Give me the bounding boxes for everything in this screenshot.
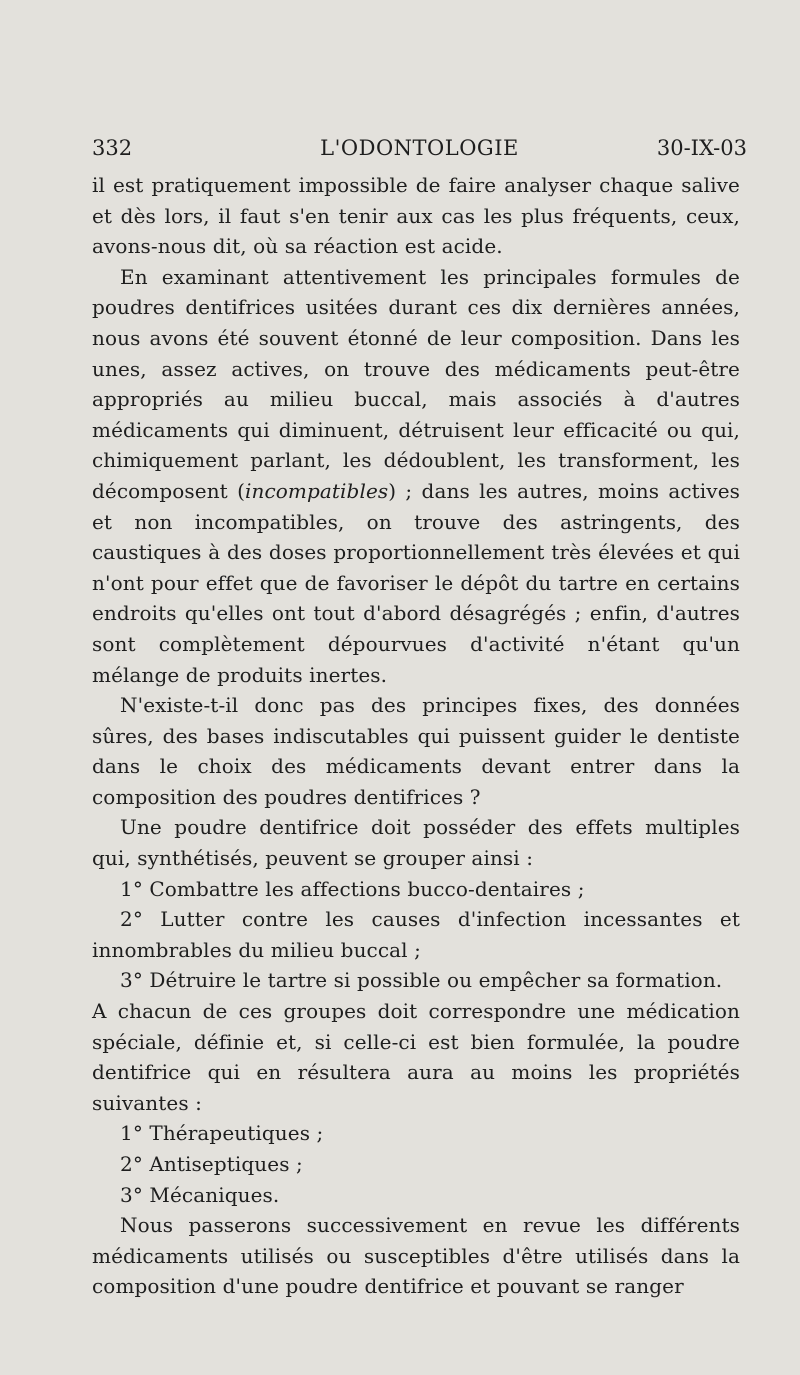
running-header	[92, 136, 747, 166]
body-text	[92, 170, 740, 1302]
paragraph-6: Nous passerons successivement en revue les différents médicaments utilisés ou susceptibles d'être utilisés dans la composition d'une poudre dentifrice et pouvant se ranger	[92, 1213, 740, 1299]
list-item: 2° Antiseptiques ;	[120, 1152, 303, 1176]
paragraph-4: Une poudre dentifrice doit posséder des effets multiples qui, synthétisés, peuvent se grouper ainsi :	[92, 815, 740, 871]
paragraph-3: N'existe-t-il donc pas des principes fixes, des données sûres, des bases indiscutables qui puissent guider le dentiste dans le choix des médicaments devant entrer dans la composition des poudres dentifrices ?	[92, 693, 740, 809]
list-item: 3° Détruire le tartre si possible ou empêcher sa formation.	[120, 968, 723, 993]
list-item: 2° Lutter contre les causes d'infection incessantes et innombrables du milieu buccal ;	[92, 907, 740, 962]
issue-date: 30-IX-03	[656, 136, 747, 160]
paragraph-5: A chacun de ces groupes doit correspondre une médication spéciale, définie et, si celle-ci est bien formulée, la poudre dentifrice qui en résultera aura au moins les propriétés suivantes :	[92, 999, 740, 1115]
list-item: 1° Combattre les affections bucco-dentaires ;	[120, 876, 585, 901]
italic-term: incompatibles	[245, 478, 389, 503]
paragraph-2	[92, 262, 740, 690]
list-item: 3° Mécaniques.	[120, 1182, 280, 1207]
paragraph-2-text-a: En examinant attentivement les principales formules de poudres dentifrices usitées durant ces dix dernières années, nous avons été souvent étonné de leur composition. Dans les unes, assez actives, on trouve des médicaments peut-être appropriés au milieu buccal, mais associés à d'autres médicaments qui diminuent, détruisent leur efficacité ou qui, chimiquement parlant, les dédoublent, les transforment, les décomposent (	[92, 264, 740, 503]
paragraph-2-text-b: ) ; dans les autres, moins actives et non incompatibles, on trouve des astringents, des caustiques à des doses proportionnellement très élevées et qui n'ont pour effet que de favoriser le dépôt du tartre en certains endroits qu'elles ont tout d'abord désagrégés ; enfin, d'autres sont complètement dépourvues d'activité n'étant qu'un mélange de produits inertes.	[92, 478, 740, 687]
list-item: 1° Thérapeutiques ;	[120, 1121, 324, 1146]
journal-title: L'ODONTOLOGIE	[320, 136, 519, 160]
paragraph-1: il est pratiquement impossible de faire analyser chaque salive et dès lors, il faut s'en tenir aux cas les plus fréquents, ceux, avons-nous dit, où sa réaction est acide.	[92, 173, 740, 259]
page-number: 332	[92, 136, 133, 160]
